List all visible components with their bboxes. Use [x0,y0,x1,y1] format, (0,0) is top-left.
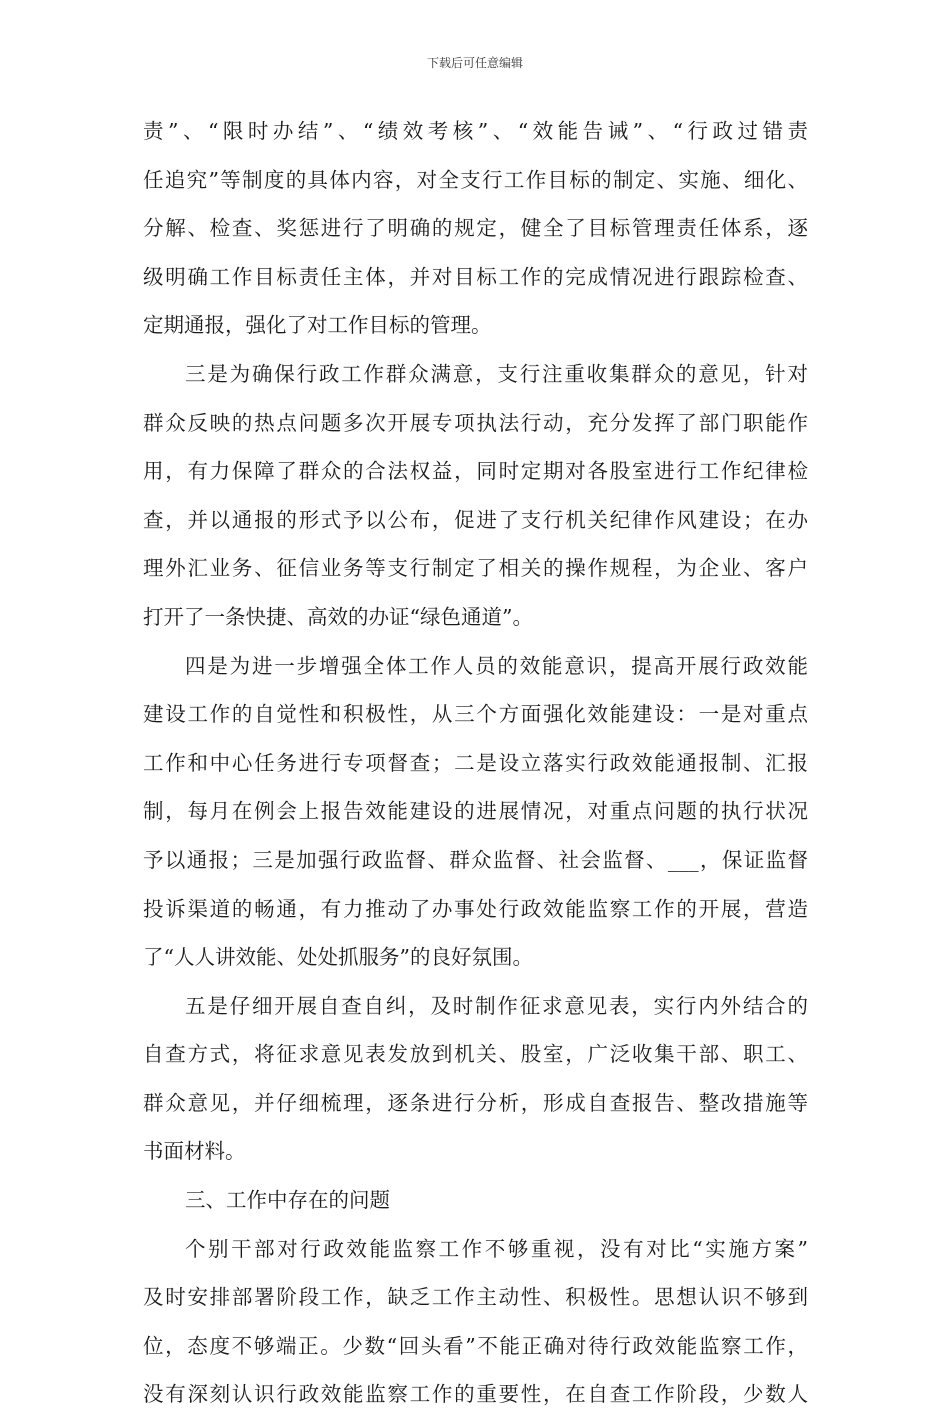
text-line: 打开了一条快捷、高效的办证“绿色通道”。 [143,604,533,629]
text-line: 位，态度不够端正。少数“回头看”不能正确对待行政效能监察工作， [143,1333,808,1358]
text-line: 五是仔细开展自查自纠，及时制作征求意见表，实行内外结合的 [185,993,808,1018]
text-line: 责”、“限时办结”、“绩效考核”、“效能告诫”、“行政过错责 [143,119,808,143]
text-line: 予以通报；三是加强行政监督、群众监督、社会监督、___，保证监督 [143,847,808,872]
text-line: 用，有力保障了群众的合法权益，同时定期对各股室进行工作纪律检 [143,459,808,484]
text-line: 及时安排部署阶段工作，缺乏工作主动性、积极性。思想认识不够到 [143,1285,808,1310]
text-line: 群众反映的热点问题多次开展专项执法行动，充分发挥了部门职能作 [143,410,808,435]
page-header: 下载后可任意编辑 [426,56,523,70]
text-line: 级明确工作目标责任主体，并对目标工作的完成情况进行跟踪检查、 [143,264,808,289]
text-line: 工作和中心任务进行专项督查；二是设立落实行政效能通报制、汇报 [143,750,808,775]
text-line: 没有深刻认识行政效能监察工作的重要性，在自查工作阶段，少数人 [143,1382,808,1407]
text-line: 任追究”等制度的具体内容，对全支行工作目标的制定、实施、细化、 [143,167,808,192]
text-line: 三是为确保行政工作群众满意，支行注重收集群众的意见，针对 [185,361,808,386]
text-line: 四是为进一步增强全体工作人员的效能意识，提高开展行政效能 [185,653,808,678]
text-line: 定期通报，强化了对工作目标的管理。 [143,313,492,338]
text-line: 建设工作的自觉性和积极性，从三个方面强化效能建设：一是对重点 [143,702,808,727]
text-line: 理外汇业务、征信业务等支行制定了相关的操作规程，为企业、客户 [143,556,808,581]
text-line: 群众意见，并仔细梳理，逐条进行分析，形成自查报告、整改措施等 [143,1090,808,1115]
text-line: 了“人人讲效能、处处抓服务”的良好氛围。 [143,945,533,970]
text-line: 查，并以通报的形式予以公布，促进了支行机关纪律作风建设；在办 [143,507,808,532]
text-line: 个别干部对行政效能监察工作不够重视，没有对比“实施方案” [185,1236,808,1261]
text-line: 制，每月在例会上报告效能建设的进展情况，对重点问题的执行状况 [143,799,808,824]
document-body [143,107,808,1419]
text-line: 自查方式，将征求意见表发放到机关、股室，广泛收集干部、职工、 [143,1042,808,1067]
text-line: 书面材料。 [143,1139,246,1164]
text-line: 投诉渠道的畅通，有力推动了办事处行政效能监察工作的开展，营造 [143,896,808,921]
text-line: 分解、检查、奖惩进行了明确的规定，健全了目标管理责任体系，逐 [143,216,808,241]
text-line: 三、工作中存在的问题 [185,1188,390,1213]
